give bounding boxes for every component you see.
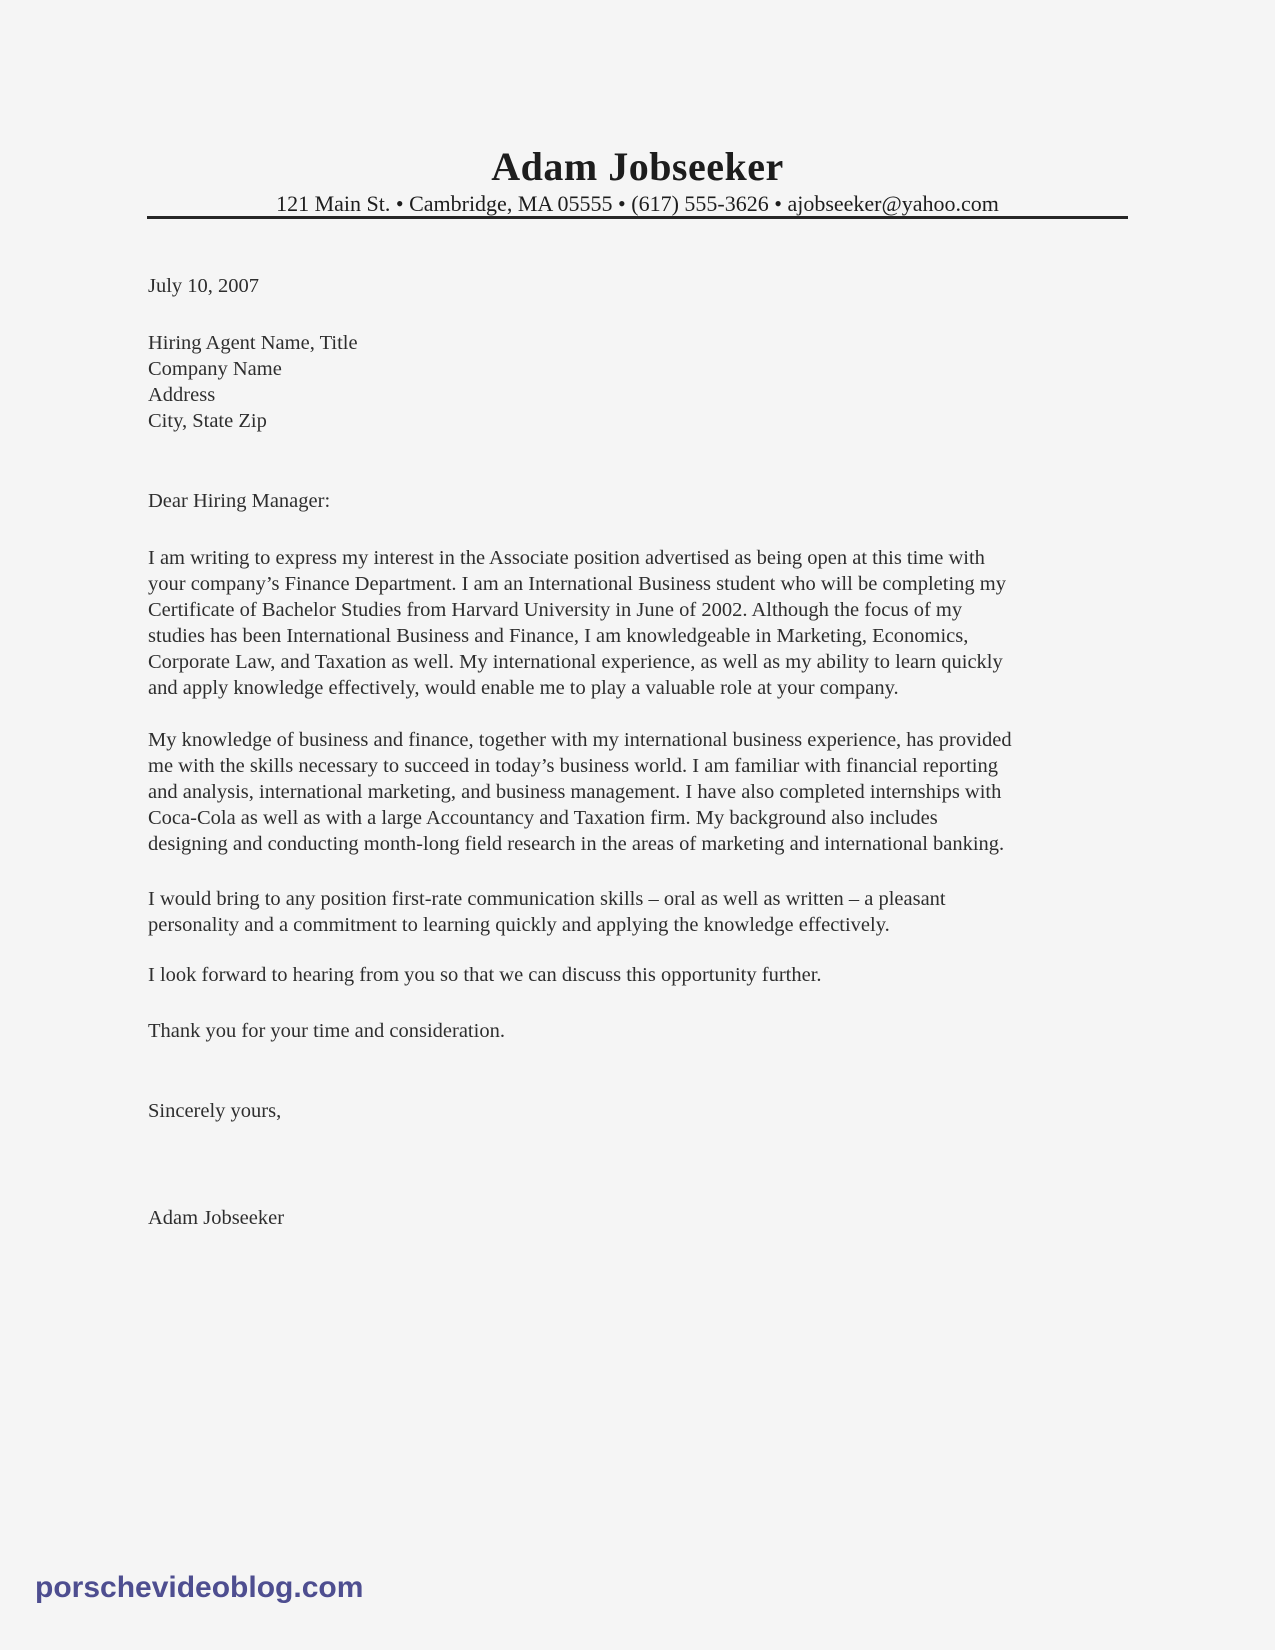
- paragraph-line: I look forward to hearing from you so that we can discuss this opportunity further.: [148, 964, 822, 986]
- paragraph-line: Corporate Law, and Taxation as well. My international experience, as well as my ability to learn quickly: [148, 651, 1003, 673]
- paragraph-1: [148, 545, 1153, 701]
- paragraph-3: [148, 886, 1153, 938]
- thank-you-line: Thank you for your time and consideration.: [148, 1020, 505, 1042]
- recipient-city-state-zip: City, State Zip: [148, 410, 267, 432]
- paragraph-line: your company’s Finance Department. I am an International Business student who will be completing my: [148, 573, 1006, 595]
- letterhead-name: Adam Jobseeker: [491, 144, 784, 189]
- paragraph-line: studies has been International Business and Finance, I am knowledgeable in Marketing, Economics,: [148, 625, 969, 647]
- paragraph-line: Certificate of Bachelor Studies from Harvard University in June of 2002. Although the focus of my: [148, 599, 963, 621]
- paragraph-line: I would bring to any position first-rate communication skills – oral as well as written – a pleasant: [148, 888, 946, 910]
- recipient-name-title: Hiring Agent Name, Title: [148, 332, 358, 354]
- closing-line: Sincerely yours,: [148, 1100, 282, 1122]
- paragraph-4: [148, 962, 1153, 988]
- letter-body: [148, 0, 1153, 1231]
- paragraph-line: Coca-Cola as well as with a large Accountancy and Taxation firm. My background also includes: [148, 807, 938, 829]
- paragraph-line: and analysis, international marketing, and business management. I have also completed internships with: [148, 781, 1002, 803]
- recipient-company: Company Name: [148, 358, 282, 380]
- paragraph-line: I am writing to express my interest in the Associate position advertised as being open at this time with: [148, 547, 985, 569]
- signature-name: Adam Jobseeker: [148, 1207, 285, 1229]
- recipient-block: [148, 330, 1153, 434]
- salutation: Dear Hiring Manager:: [148, 490, 331, 512]
- paragraph-line: designing and conducting month-long field research in the areas of marketing and international banking.: [148, 833, 1005, 855]
- paragraph-line: me with the skills necessary to succeed in today’s business world. I am familiar with financial reporting: [148, 755, 998, 777]
- paragraph-2: [148, 727, 1153, 857]
- letter-date: July 10, 2007: [148, 275, 260, 297]
- letterhead-contact-line: 121 Main St. • Cambridge, MA 05555 • (617) 555-3626 • ajobseeker@yahoo.com: [276, 191, 999, 216]
- watermark-url: porschevideoblog.com: [35, 1571, 364, 1604]
- paragraph-line: and apply knowledge effectively, would enable me to play a valuable role at your company.: [148, 677, 899, 699]
- recipient-address: Address: [148, 384, 216, 406]
- paragraph-line: personality and a commitment to learning quickly and applying the knowledge effectively.: [148, 914, 890, 936]
- paragraph-line: My knowledge of business and finance, together with my international business experience, has provided: [148, 729, 1012, 751]
